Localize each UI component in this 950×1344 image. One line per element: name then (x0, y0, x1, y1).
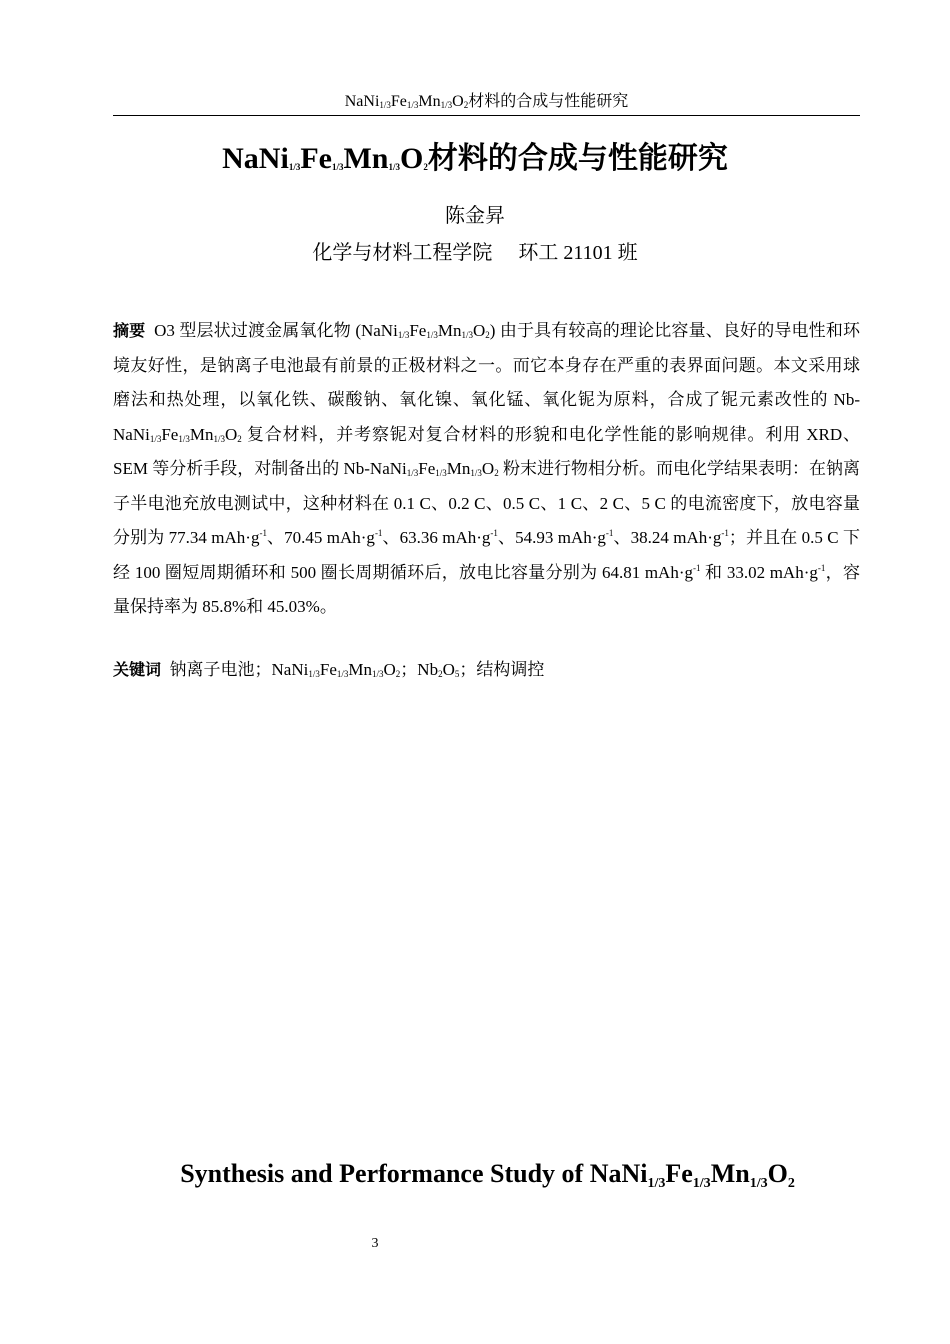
english-title (0, 1156, 950, 1192)
formula-subscript: 1/3 (692, 1176, 711, 1191)
keywords-line (113, 657, 860, 683)
abstract-text: ，容量保持率为 85.8%和 45.03%。 (113, 562, 860, 616)
unit-superscript: -1 (721, 528, 729, 538)
header-text: Fe (390, 93, 407, 110)
running-header (113, 92, 860, 112)
english-title-text: Mn (710, 1159, 750, 1188)
formula-subscript: 1/3 (406, 468, 419, 478)
page-number: 3 (371, 1236, 379, 1251)
abstract-text: 复合材料，并考察铌对复合材料的形貌和电化学性能的影响规律。利用 XRD、SEM 等分析手段，对制备出的 Nb-NaNi (113, 424, 860, 478)
title-text: 材料的合成与性能研究 (427, 141, 728, 176)
abstract-text: ) 由于具有较高的理论比容量、良好的导电性和环境友好性，是钠离子电池最有前景的正极材料之一。而它本身存在严重的表界面问题。本文采用球磨法和热处理，以氧化铁、碳酸钠、氧化镍、氧化锰、氧化铌为原料，合成了铌元素改性的 Nb-NaNi (113, 321, 860, 444)
formula-subscript: 1/3 (461, 330, 473, 340)
abstract-text: O (481, 459, 495, 478)
english-title-text: Synthesis and Performance Study of NaNi (180, 1159, 648, 1188)
header-text: NaNi (344, 93, 380, 110)
unit-superscript: -1 (605, 528, 614, 538)
keyword-text: Fe (319, 660, 337, 679)
formula-subscript: 1/3 (397, 330, 410, 340)
formula-subscript: 1/3 (647, 1176, 666, 1191)
unit-superscript: -1 (259, 528, 267, 538)
unit-superscript: -1 (374, 528, 383, 538)
title-text: O (400, 142, 424, 175)
title-subscript: 1/3 (331, 162, 344, 172)
abstract-text: O (225, 424, 238, 444)
formula-subscript: 1/3 (470, 468, 482, 478)
header-subscript: 2 (463, 100, 469, 110)
formula-subscript: 2 (787, 1176, 795, 1191)
formula-subscript: 5 (454, 669, 460, 679)
abstract-paragraph (113, 314, 860, 625)
abstract-text: ；并且在 0.5 C 下经 100 圈短周期循环和 500 圈长周期循环后，放电比容量分别为 64.81 mAh·g (113, 528, 860, 582)
header-subscript: 1/3 (440, 100, 453, 110)
abstract-text: 、70.45 mAh·g (266, 528, 375, 547)
formula-subscript: 2 (494, 468, 499, 478)
formula-subscript: 1/3 (435, 468, 447, 478)
header-divider (113, 115, 860, 116)
author-name: 陈金昇 (445, 205, 505, 227)
abstract-text: Fe (161, 424, 179, 444)
formula-subscript: 1/3 (336, 669, 349, 679)
keyword-text: ；结构调控 (459, 660, 545, 679)
abstract-text: 粉末进行物相分析。而电化学结果表明：在钠离子半电池充放电测试中，这种材料在 0.1 C、0.2 C、0.5 C、1 C、2 C、5 C 的电流密度下，放电容量分别为 77.34 mAh·g (113, 459, 861, 547)
header-text: O (452, 93, 464, 110)
header-text: Mn (418, 93, 441, 110)
abstract-text: 、38.24 mAh·g (613, 528, 722, 547)
abstract-text: Fe (409, 321, 427, 340)
header-subscript: 1/3 (406, 100, 419, 110)
header-text: 材料的合成与性能研究 (468, 93, 629, 110)
formula-subscript: 1/3 (308, 669, 320, 679)
school-name: 化学与材料工程学院 (312, 242, 493, 264)
abstract-text: Mn (437, 321, 462, 340)
header-subscript: 1/3 (379, 100, 391, 110)
abstract-text: Mn (189, 424, 214, 444)
title-text: Fe (300, 142, 332, 175)
abstract-text: 和 33.02 mAh·g (700, 562, 818, 582)
formula-subscript: 1/3 (372, 669, 384, 679)
formula-subscript: 1/3 (178, 433, 190, 444)
affiliation (0, 240, 950, 266)
abstract-text: Fe (418, 459, 436, 478)
keyword-text: 钠离子电池；NaNi (169, 660, 309, 679)
keywords-label: 关键词 (113, 660, 162, 679)
title-subscript: 2 (423, 162, 428, 172)
abstract-label: 摘要 (113, 321, 146, 340)
formula-subscript: 2 (237, 433, 242, 444)
formula-subscript: 1/3 (426, 330, 438, 340)
title-subscript: 1/3 (388, 162, 400, 172)
unit-superscript: -1 (817, 562, 826, 573)
abstract-text: O3 型层状过渡金属氧化物 (NaNi (154, 321, 398, 340)
abstract-text: 、63.36 mAh·g (382, 528, 491, 547)
title-text: NaNi (222, 142, 289, 175)
page-title (0, 138, 950, 180)
formula-subscript: 2 (438, 669, 443, 679)
formula-subscript: 1/3 (749, 1176, 768, 1191)
abstract-text: 、54.93 mAh·g (497, 528, 606, 547)
english-title-text: Fe (665, 1159, 693, 1188)
keyword-text: O (442, 660, 455, 679)
keyword-text: Mn (348, 660, 372, 679)
title-text: Mn (343, 142, 389, 175)
unit-superscript: -1 (490, 528, 498, 538)
unit-superscript: -1 (693, 562, 701, 573)
formula-subscript: 1/3 (149, 433, 162, 444)
class-name: 环工 21101 班 (518, 242, 638, 264)
formula-subscript: 2 (395, 669, 401, 679)
keyword-text: O (383, 660, 396, 679)
keyword-text: ；Nb (400, 660, 439, 679)
formula-subscript: 2 (485, 330, 490, 340)
formula-subscript: 1/3 (213, 433, 225, 444)
english-title-text: O (767, 1159, 788, 1188)
abstract-text: O (472, 321, 486, 340)
abstract-text: Mn (446, 459, 471, 478)
title-subscript: 1/3 (288, 162, 301, 172)
